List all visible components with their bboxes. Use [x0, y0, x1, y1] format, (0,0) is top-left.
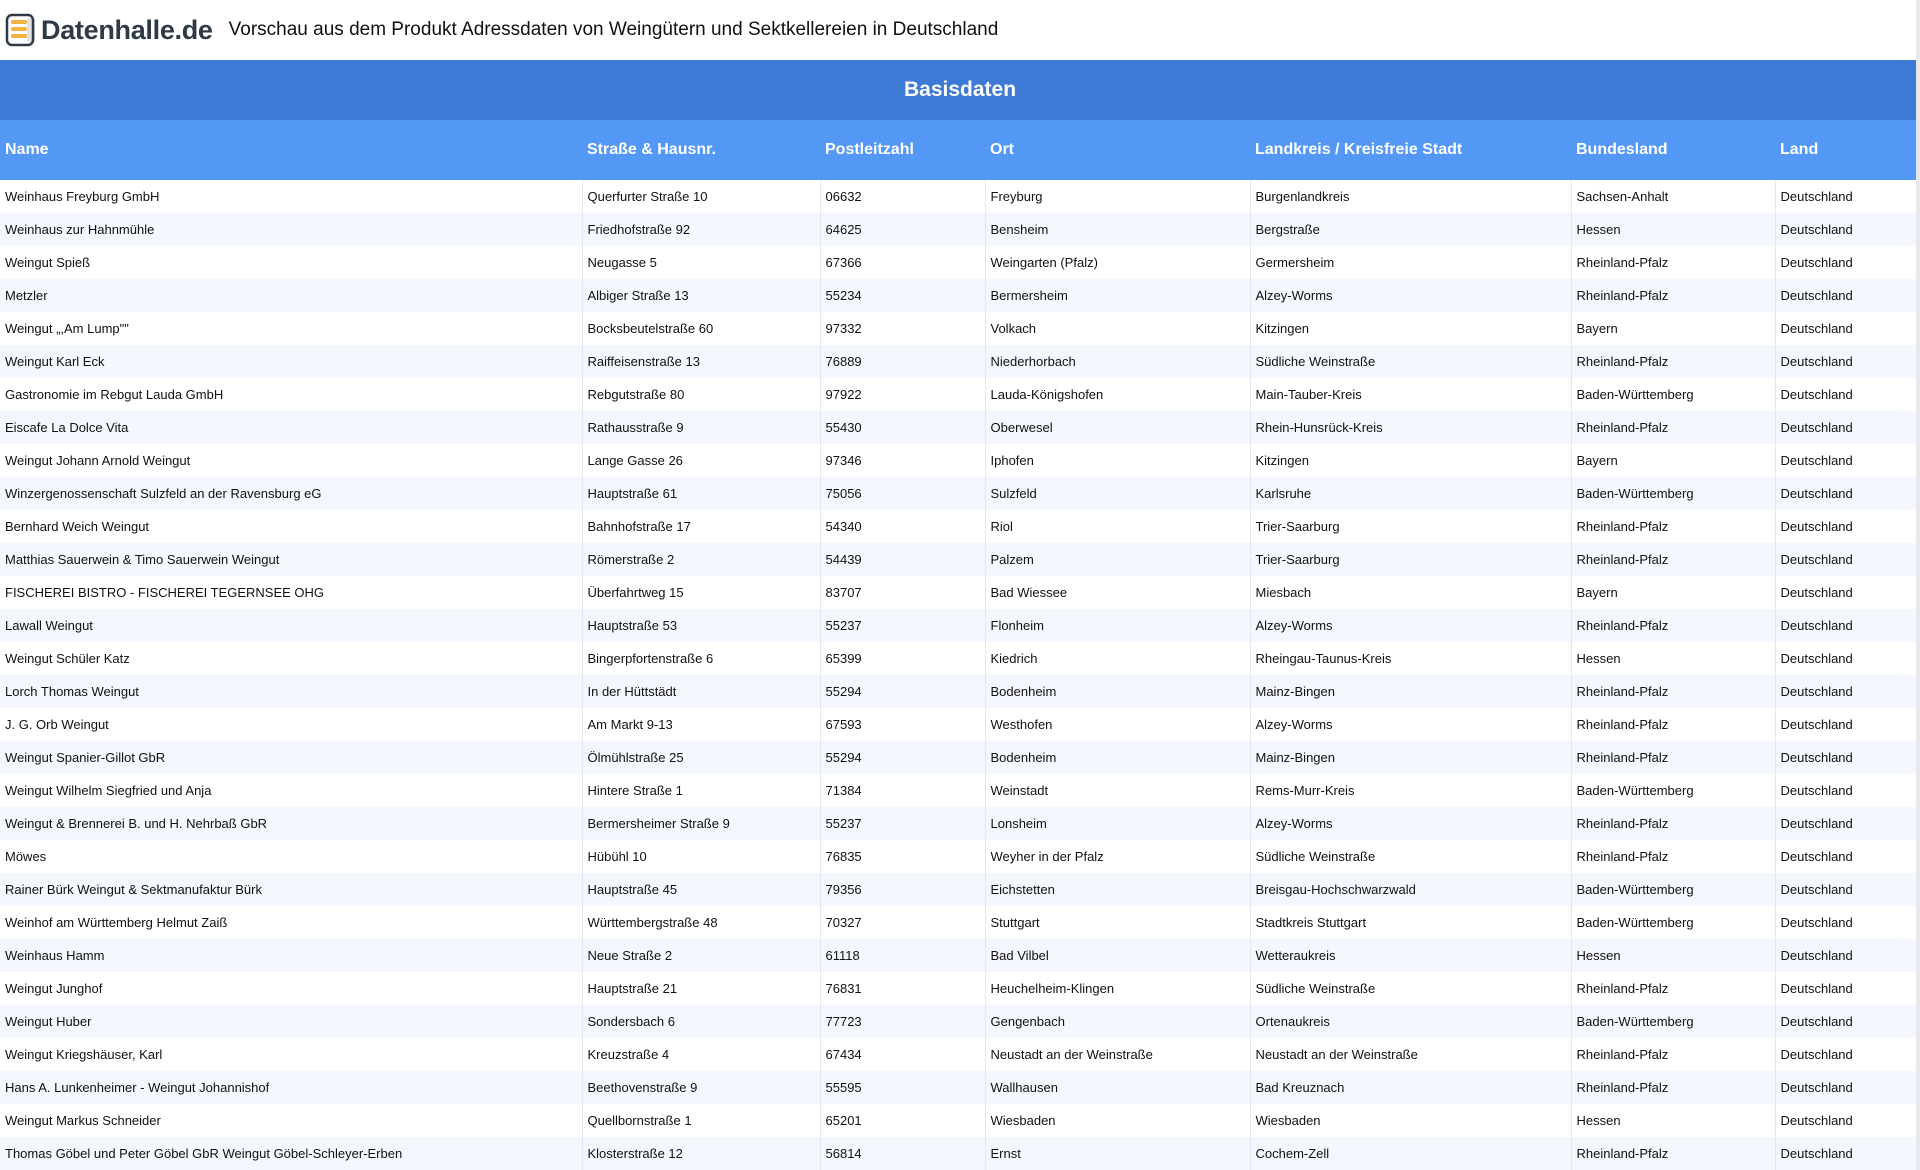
table-cell: Deutschland [1775, 873, 1920, 906]
table-cell: Deutschland [1775, 708, 1920, 741]
table-cell: Neue Straße 2 [582, 939, 820, 972]
table-cell: Deutschland [1775, 807, 1920, 840]
table-cell: Ortenaukreis [1250, 1005, 1571, 1038]
table-cell: Römerstraße 2 [582, 543, 820, 576]
table-row [0, 807, 1920, 840]
table-row [0, 378, 1920, 411]
table-cell: Kitzingen [1250, 444, 1571, 477]
table-row [0, 510, 1920, 543]
table-cell: Deutschland [1775, 741, 1920, 774]
table-cell: Bad Kreuznach [1250, 1071, 1571, 1104]
table-cell: Weingut Spanier-Gillot GbR [0, 741, 582, 774]
table-cell: Deutschland [1775, 543, 1920, 576]
table-cell: Hans A. Lunkenheimer - Weingut Johannishof [0, 1071, 582, 1104]
table-cell: Karlsruhe [1250, 477, 1571, 510]
table-row [0, 279, 1920, 312]
table-body [0, 180, 1920, 1170]
table-cell: Klosterstraße 12 [582, 1137, 820, 1170]
table-cell: Alzey-Worms [1250, 807, 1571, 840]
table-row [0, 576, 1920, 609]
table-cell: J. G. Orb Weingut [0, 708, 582, 741]
database-logo-icon [5, 13, 37, 47]
table-row [0, 675, 1920, 708]
logo-text: Datenhalle.de [41, 14, 213, 45]
table-cell: Weingut Schüler Katz [0, 642, 582, 675]
table-cell: Alzey-Worms [1250, 279, 1571, 312]
table-cell: Trier-Saarburg [1250, 543, 1571, 576]
table-cell: Bayern [1571, 576, 1775, 609]
table-cell: Baden-Württemberg [1571, 378, 1775, 411]
table-cell: Ölmühlstraße 25 [582, 741, 820, 774]
column-header[interactable]: Postleitzahl [820, 120, 985, 180]
table-cell: Kiedrich [985, 642, 1250, 675]
table-cell: Weingut Spieß [0, 246, 582, 279]
table-cell: Bensheim [985, 213, 1250, 246]
table-cell: Baden-Württemberg [1571, 873, 1775, 906]
table-cell: FISCHEREI BISTRO - FISCHEREI TEGERNSEE OHG [0, 576, 582, 609]
table-cell: 55595 [820, 1071, 985, 1104]
table-cell: Deutschland [1775, 279, 1920, 312]
table-cell: Bermersheim [985, 279, 1250, 312]
table-cell: Deutschland [1775, 444, 1920, 477]
table-cell: Lorch Thomas Weingut [0, 675, 582, 708]
table-cell: Wiesbaden [985, 1104, 1250, 1137]
table-cell: Weingut Karl Eck [0, 345, 582, 378]
table-cell: Südliche Weinstraße [1250, 345, 1571, 378]
table-cell: 67434 [820, 1038, 985, 1071]
table-cell: Rheinland-Pfalz [1571, 510, 1775, 543]
table-cell: Eiscafe La Dolce Vita [0, 411, 582, 444]
section-header-row [0, 60, 1920, 120]
table-row [0, 1038, 1920, 1071]
table-cell: Deutschland [1775, 510, 1920, 543]
table-cell: 55234 [820, 279, 985, 312]
table-cell: Cochem-Zell [1250, 1137, 1571, 1170]
table-cell: Hessen [1571, 213, 1775, 246]
table-cell: Weingut Huber [0, 1005, 582, 1038]
data-table-area [0, 60, 1920, 1170]
table-cell: Winzergenossenschaft Sulzfeld an der Ravensburg eG [0, 477, 582, 510]
table-cell: Riol [985, 510, 1250, 543]
table-cell: Querfurter Straße 10 [582, 180, 820, 213]
table-row [0, 972, 1920, 1005]
table-cell: 55237 [820, 609, 985, 642]
table-cell: Albiger Straße 13 [582, 279, 820, 312]
table-row [0, 774, 1920, 807]
table-row [0, 477, 1920, 510]
table-cell: 71384 [820, 774, 985, 807]
table-cell: Westhofen [985, 708, 1250, 741]
table-row [0, 873, 1920, 906]
table-cell: 65201 [820, 1104, 985, 1137]
table-cell: Weinhaus Freyburg GmbH [0, 180, 582, 213]
scrollbar-track[interactable] [1916, 0, 1920, 1170]
table-cell: Deutschland [1775, 774, 1920, 807]
table-cell: 54340 [820, 510, 985, 543]
table-cell: Weingut Junghof [0, 972, 582, 1005]
table-cell: 75056 [820, 477, 985, 510]
table-cell: 54439 [820, 543, 985, 576]
table-cell: Rheinland-Pfalz [1571, 708, 1775, 741]
table-cell: 55237 [820, 807, 985, 840]
table-cell: Deutschland [1775, 246, 1920, 279]
table-cell: Sondersbach 6 [582, 1005, 820, 1038]
table-cell: Rheinland-Pfalz [1571, 279, 1775, 312]
table-row [0, 543, 1920, 576]
table-cell: Burgenlandkreis [1250, 180, 1571, 213]
table-cell: Kreuzstraße 4 [582, 1038, 820, 1071]
table-cell: Hauptstraße 45 [582, 873, 820, 906]
table-cell: Rheinland-Pfalz [1571, 1038, 1775, 1071]
table-cell: Rheinland-Pfalz [1571, 1137, 1775, 1170]
table-cell: Bergstraße [1250, 213, 1571, 246]
table-cell: Rems-Murr-Kreis [1250, 774, 1571, 807]
table-cell: Deutschland [1775, 972, 1920, 1005]
table-cell: Deutschland [1775, 906, 1920, 939]
table-cell: Lange Gasse 26 [582, 444, 820, 477]
table-cell: Wiesbaden [1250, 1104, 1571, 1137]
table-cell: Südliche Weinstraße [1250, 840, 1571, 873]
table-cell: Bad Wiessee [985, 576, 1250, 609]
table-cell: Deutschland [1775, 576, 1920, 609]
table-cell: Wallhausen [985, 1071, 1250, 1104]
table-cell: Wetteraukreis [1250, 939, 1571, 972]
table-cell: Bocksbeutelstraße 60 [582, 312, 820, 345]
table-cell: Rheinland-Pfalz [1571, 246, 1775, 279]
column-header[interactable]: Name [0, 120, 582, 180]
table-cell: 56814 [820, 1137, 985, 1170]
table-cell: 79356 [820, 873, 985, 906]
table-cell: Eichstetten [985, 873, 1250, 906]
table-cell: Lonsheim [985, 807, 1250, 840]
table-cell: Rathausstraße 9 [582, 411, 820, 444]
table-cell: Metzler [0, 279, 582, 312]
table-cell: Weingut Wilhelm Siegfried und Anja [0, 774, 582, 807]
table-cell: Niederhorbach [985, 345, 1250, 378]
page-header [0, 0, 1920, 60]
table-cell: Thomas Göbel und Peter Göbel GbR Weingut Göbel-Schleyer-Erben [0, 1137, 582, 1170]
column-header[interactable]: Landkreis / Kreisfreie Stadt [1250, 120, 1571, 180]
section-title: Basisdaten [0, 60, 1920, 120]
table-cell: Möwes [0, 840, 582, 873]
table-cell: Mainz-Bingen [1250, 741, 1571, 774]
table-cell: Stadtkreis Stuttgart [1250, 906, 1571, 939]
table-cell: Rheinland-Pfalz [1571, 675, 1775, 708]
table-cell: Mainz-Bingen [1250, 675, 1571, 708]
table-cell: 76889 [820, 345, 985, 378]
table-cell: Sulzfeld [985, 477, 1250, 510]
table-cell: Südliche Weinstraße [1250, 972, 1571, 1005]
table-row [0, 246, 1920, 279]
table-cell: Hintere Straße 1 [582, 774, 820, 807]
table-cell: Hauptstraße 53 [582, 609, 820, 642]
table-cell: Rheinland-Pfalz [1571, 543, 1775, 576]
table-cell: 76835 [820, 840, 985, 873]
table-cell: Deutschland [1775, 345, 1920, 378]
table-cell: Flonheim [985, 609, 1250, 642]
table-cell: Neustadt an der Weinstraße [1250, 1038, 1571, 1071]
address-table [0, 60, 1920, 1170]
table-cell: 61118 [820, 939, 985, 972]
table-cell: Iphofen [985, 444, 1250, 477]
table-cell: Baden-Württemberg [1571, 906, 1775, 939]
table-cell: Deutschland [1775, 1071, 1920, 1104]
table-cell: Deutschland [1775, 180, 1920, 213]
table-cell: Deutschland [1775, 1005, 1920, 1038]
table-cell: Rebgutstraße 80 [582, 378, 820, 411]
table-cell: Am Markt 9-13 [582, 708, 820, 741]
table-cell: Deutschland [1775, 1137, 1920, 1170]
table-cell: Rheinland-Pfalz [1571, 807, 1775, 840]
table-cell: 97922 [820, 378, 985, 411]
table-cell: 67593 [820, 708, 985, 741]
table-cell: 83707 [820, 576, 985, 609]
table-cell: Stuttgart [985, 906, 1250, 939]
table-cell: Rheinland-Pfalz [1571, 411, 1775, 444]
table-cell: Bayern [1571, 444, 1775, 477]
table-row [0, 741, 1920, 774]
table-cell: In der Hüttstädt [582, 675, 820, 708]
table-cell: Bad Vilbel [985, 939, 1250, 972]
table-row [0, 345, 1920, 378]
table-row [0, 180, 1920, 213]
table-cell: Rheinland-Pfalz [1571, 345, 1775, 378]
table-cell: Deutschland [1775, 609, 1920, 642]
table-cell: 55430 [820, 411, 985, 444]
table-cell: Baden-Württemberg [1571, 774, 1775, 807]
table-cell: Deutschland [1775, 840, 1920, 873]
table-cell: Weyher in der Pfalz [985, 840, 1250, 873]
table-cell: Hessen [1571, 939, 1775, 972]
table-cell: Hessen [1571, 642, 1775, 675]
column-header[interactable]: Land [1775, 120, 1920, 180]
table-cell: Deutschland [1775, 477, 1920, 510]
table-cell: Hauptstraße 21 [582, 972, 820, 1005]
table-cell: Neugasse 5 [582, 246, 820, 279]
table-cell: 97332 [820, 312, 985, 345]
column-header[interactable]: Ort [985, 120, 1250, 180]
table-cell: 97346 [820, 444, 985, 477]
column-header[interactable]: Straße & Hausnr. [582, 120, 820, 180]
table-cell: 64625 [820, 213, 985, 246]
table-cell: Deutschland [1775, 378, 1920, 411]
table-cell: Weinhof am Württemberg Helmut Zaiß [0, 906, 582, 939]
table-cell: Palzem [985, 543, 1250, 576]
table-cell: Heuchelheim-Klingen [985, 972, 1250, 1005]
table-cell: Rhein-Hunsrück-Kreis [1250, 411, 1571, 444]
table-cell: Deutschland [1775, 213, 1920, 246]
table-cell: 70327 [820, 906, 985, 939]
table-cell: Kitzingen [1250, 312, 1571, 345]
table-row [0, 1137, 1920, 1170]
site-logo[interactable] [5, 13, 213, 47]
table-cell: Quellbornstraße 1 [582, 1104, 820, 1137]
table-row [0, 444, 1920, 477]
table-cell: Freyburg [985, 180, 1250, 213]
table-cell: Bayern [1571, 312, 1775, 345]
table-cell: 65399 [820, 642, 985, 675]
table-cell: Alzey-Worms [1250, 708, 1571, 741]
column-header-row [0, 120, 1920, 180]
table-cell: 67366 [820, 246, 985, 279]
table-cell: Gastronomie im Rebgut Lauda GmbH [0, 378, 582, 411]
table-row [0, 840, 1920, 873]
page-title: Vorschau aus dem Produkt Adressdaten von Weingütern und Sektkellereien in Deutschland [228, 19, 999, 40]
table-cell: Deutschland [1775, 675, 1920, 708]
table-cell: Gengenbach [985, 1005, 1250, 1038]
table-cell: Rheinland-Pfalz [1571, 609, 1775, 642]
table-cell: Bingerpfortenstraße 6 [582, 642, 820, 675]
table-cell: Weinhaus zur Hahnmühle [0, 213, 582, 246]
table-row [0, 906, 1920, 939]
table-cell: Hessen [1571, 1104, 1775, 1137]
table-cell: 76831 [820, 972, 985, 1005]
table-cell: Weinstadt [985, 774, 1250, 807]
table-cell: Bodenheim [985, 675, 1250, 708]
table-cell: Breisgau-Hochschwarzwald [1250, 873, 1571, 906]
table-cell: 77723 [820, 1005, 985, 1038]
table-cell: Deutschland [1775, 939, 1920, 972]
table-cell: Rheinland-Pfalz [1571, 1071, 1775, 1104]
table-cell: 55294 [820, 741, 985, 774]
table-cell: Neustadt an der Weinstraße [985, 1038, 1250, 1071]
table-cell: Württembergstraße 48 [582, 906, 820, 939]
table-row [0, 213, 1920, 246]
table-cell: Hauptstraße 61 [582, 477, 820, 510]
table-cell: Lauda-Königshofen [985, 378, 1250, 411]
table-cell: Beethovenstraße 9 [582, 1071, 820, 1104]
table-cell: Rainer Bürk Weingut & Sektmanufaktur Bürk [0, 873, 582, 906]
table-cell: Miesbach [1250, 576, 1571, 609]
table-cell: Baden-Württemberg [1571, 477, 1775, 510]
table-cell: Rheinland-Pfalz [1571, 840, 1775, 873]
table-cell: Sachsen-Anhalt [1571, 180, 1775, 213]
table-row [0, 411, 1920, 444]
table-cell: Deutschland [1775, 312, 1920, 345]
table-cell: Raiffeisenstraße 13 [582, 345, 820, 378]
table-cell: Bodenheim [985, 741, 1250, 774]
table-row [0, 609, 1920, 642]
table-cell: Matthias Sauerwein & Timo Sauerwein Weingut [0, 543, 582, 576]
table-row [0, 312, 1920, 345]
table-cell: Rheinland-Pfalz [1571, 741, 1775, 774]
table-cell: Weinhaus Hamm [0, 939, 582, 972]
table-cell: Main-Tauber-Kreis [1250, 378, 1571, 411]
table-cell: Weingarten (Pfalz) [985, 246, 1250, 279]
table-cell: Überfahrtweg 15 [582, 576, 820, 609]
table-cell: Deutschland [1775, 1038, 1920, 1071]
table-cell: Rheingau-Taunus-Kreis [1250, 642, 1571, 675]
table-cell: Weingut Kriegshäuser, Karl [0, 1038, 582, 1071]
table-cell: Deutschland [1775, 1104, 1920, 1137]
table-cell: Weingut Markus Schneider [0, 1104, 582, 1137]
table-cell: Bernhard Weich Weingut [0, 510, 582, 543]
table-cell: Alzey-Worms [1250, 609, 1571, 642]
table-row [0, 939, 1920, 972]
table-cell: Weingut „,Am Lump"" [0, 312, 582, 345]
table-cell: Germersheim [1250, 246, 1571, 279]
table-row [0, 1005, 1920, 1038]
table-row [0, 1071, 1920, 1104]
table-cell: Trier-Saarburg [1250, 510, 1571, 543]
table-cell: 06632 [820, 180, 985, 213]
table-cell: Oberwesel [985, 411, 1250, 444]
table-cell: Baden-Württemberg [1571, 1005, 1775, 1038]
table-row [0, 708, 1920, 741]
table-cell: Deutschland [1775, 411, 1920, 444]
table-cell: Friedhofstraße 92 [582, 213, 820, 246]
table-row [0, 642, 1920, 675]
table-cell: Ernst [985, 1137, 1250, 1170]
table-cell: Weingut & Brennerei B. und H. Nehrbaß GbR [0, 807, 582, 840]
table-cell: Lawall Weingut [0, 609, 582, 642]
table-cell: Hübühl 10 [582, 840, 820, 873]
table-cell: 55294 [820, 675, 985, 708]
table-cell: Weingut Johann Arnold Weingut [0, 444, 582, 477]
table-row [0, 1104, 1920, 1137]
table-cell: Deutschland [1775, 642, 1920, 675]
column-header[interactable]: Bundesland [1571, 120, 1775, 180]
table-cell: Rheinland-Pfalz [1571, 972, 1775, 1005]
table-cell: Volkach [985, 312, 1250, 345]
table-cell: Bermersheimer Straße 9 [582, 807, 820, 840]
table-cell: Bahnhofstraße 17 [582, 510, 820, 543]
